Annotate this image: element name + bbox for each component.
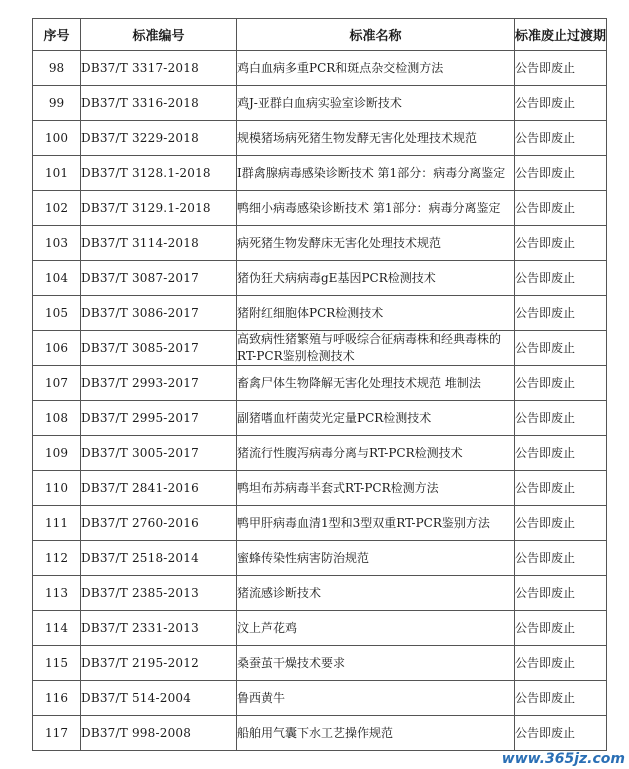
standard-name: 鸭细小病毒感染诊断技术 第1部分：病毒分离鉴定	[237, 191, 515, 226]
standard-code: DB37/T 3129.1-2018	[81, 191, 237, 226]
standard-code: DB37/T 2331-2013	[81, 611, 237, 646]
table-row	[33, 121, 607, 156]
abolish-status: 公告即废止	[515, 541, 607, 576]
standard-code: DB37/T 2195-2012	[81, 646, 237, 681]
header-code: 标准编号	[81, 19, 237, 51]
table-row	[33, 471, 607, 506]
standard-name: 鲁西黄牛	[237, 681, 515, 716]
standard-code: DB37/T 3114-2018	[81, 226, 237, 261]
row-number: 110	[33, 471, 81, 506]
table-row	[33, 366, 607, 401]
row-number: 99	[33, 86, 81, 121]
abolish-status: 公告即废止	[515, 471, 607, 506]
abolish-status: 公告即废止	[515, 401, 607, 436]
abolish-status: 公告即废止	[515, 366, 607, 401]
row-number: 115	[33, 646, 81, 681]
row-number: 109	[33, 436, 81, 471]
table-row	[33, 331, 607, 366]
standard-code: DB37/T 998-2008	[81, 716, 237, 751]
table-row	[33, 401, 607, 436]
standard-name: 病死猪生物发酵床无害化处理技术规范	[237, 226, 515, 261]
abolish-status: 公告即废止	[515, 51, 607, 86]
standard-code: DB37/T 2760-2016	[81, 506, 237, 541]
table-body	[33, 51, 607, 751]
abolish-status: 公告即废止	[515, 681, 607, 716]
table-row	[33, 156, 607, 191]
row-number: 107	[33, 366, 81, 401]
row-number: 112	[33, 541, 81, 576]
table-row	[33, 646, 607, 681]
table-row	[33, 541, 607, 576]
table-row	[33, 226, 607, 261]
abolish-status: 公告即废止	[515, 156, 607, 191]
table-row	[33, 576, 607, 611]
standard-name: 规模猪场病死猪生物发酵无害化处理技术规范	[237, 121, 515, 156]
abolish-status: 公告即废止	[515, 576, 607, 611]
abolish-status: 公告即废止	[515, 331, 607, 366]
row-number: 117	[33, 716, 81, 751]
standard-name: 鸡白血病多重PCR和斑点杂交检测方法	[237, 51, 515, 86]
standard-name: 副猪嗜血杆菌荧光定量PCR检测技术	[237, 401, 515, 436]
row-number: 116	[33, 681, 81, 716]
row-number: 105	[33, 296, 81, 331]
standard-name: 船舶用气囊下水工艺操作规范	[237, 716, 515, 751]
row-number: 98	[33, 51, 81, 86]
standard-code: DB37/T 3229-2018	[81, 121, 237, 156]
standard-name: 高致病性猪繁殖与呼吸综合征病毒株和经典毒株的RT-PCR鉴别检测技术	[237, 331, 515, 366]
abolish-status: 公告即废止	[515, 436, 607, 471]
standard-code: DB37/T 2995-2017	[81, 401, 237, 436]
standard-name: 桑蚕茧干燥技术要求	[237, 646, 515, 681]
abolish-status: 公告即废止	[515, 86, 607, 121]
standard-name: 汶上芦花鸡	[237, 611, 515, 646]
standard-code: DB37/T 3087-2017	[81, 261, 237, 296]
header-status: 标准废止过渡期	[515, 19, 607, 51]
row-number: 113	[33, 576, 81, 611]
standard-code: DB37/T 3085-2017	[81, 331, 237, 366]
header-name: 标准名称	[237, 19, 515, 51]
table-row	[33, 86, 607, 121]
site-watermark: www.365jz.com	[501, 751, 625, 767]
standard-code: DB37/T 2841-2016	[81, 471, 237, 506]
table-row	[33, 611, 607, 646]
abolish-status: 公告即废止	[515, 226, 607, 261]
table-row	[33, 681, 607, 716]
standard-name: 猪附红细胞体PCR检测技术	[237, 296, 515, 331]
row-number: 104	[33, 261, 81, 296]
standards-table	[32, 18, 607, 751]
standard-code: DB37/T 514-2004	[81, 681, 237, 716]
table-row	[33, 436, 607, 471]
abolish-status: 公告即废止	[515, 646, 607, 681]
table-row	[33, 506, 607, 541]
header-no: 序号	[33, 19, 81, 51]
table-row	[33, 261, 607, 296]
standard-code: DB37/T 2993-2017	[81, 366, 237, 401]
standard-code: DB37/T 3005-2017	[81, 436, 237, 471]
row-number: 106	[33, 331, 81, 366]
standard-name: 畜禽尸体生物降解无害化处理技术规范 堆制法	[237, 366, 515, 401]
abolish-status: 公告即废止	[515, 296, 607, 331]
table-row	[33, 716, 607, 751]
standard-name: 鸭坦布苏病毒半套式RT-PCR检测方法	[237, 471, 515, 506]
row-number: 100	[33, 121, 81, 156]
row-number: 101	[33, 156, 81, 191]
abolish-status: 公告即废止	[515, 191, 607, 226]
row-number: 114	[33, 611, 81, 646]
standard-code: DB37/T 3317-2018	[81, 51, 237, 86]
abolish-status: 公告即废止	[515, 611, 607, 646]
table-row	[33, 191, 607, 226]
abolish-status: 公告即废止	[515, 261, 607, 296]
table-row	[33, 296, 607, 331]
row-number: 102	[33, 191, 81, 226]
abolish-status: 公告即废止	[515, 506, 607, 541]
standard-name: 猪流感诊断技术	[237, 576, 515, 611]
standard-code: DB37/T 3086-2017	[81, 296, 237, 331]
standard-code: DB37/T 3128.1-2018	[81, 156, 237, 191]
row-number: 103	[33, 226, 81, 261]
standard-name: 猪伪狂犬病病毒gE基因PCR检测技术	[237, 261, 515, 296]
abolish-status: 公告即废止	[515, 716, 607, 751]
row-number: 111	[33, 506, 81, 541]
standard-code: DB37/T 2385-2013	[81, 576, 237, 611]
standard-name: 鸭甲肝病毒血清1型和3型双重RT-PCR鉴别方法	[237, 506, 515, 541]
abolish-status: 公告即废止	[515, 121, 607, 156]
standard-name: 猪流行性腹泻病毒分离与RT-PCR检测技术	[237, 436, 515, 471]
standard-name: 蜜蜂传染性病害防治规范	[237, 541, 515, 576]
table-row	[33, 51, 607, 86]
standard-code: DB37/T 2518-2014	[81, 541, 237, 576]
standard-name: 鸡J-亚群白血病实验室诊断技术	[237, 86, 515, 121]
row-number: 108	[33, 401, 81, 436]
standard-name: I群禽腺病毒感染诊断技术 第1部分：病毒分离鉴定	[237, 156, 515, 191]
standard-code: DB37/T 3316-2018	[81, 86, 237, 121]
header-row	[33, 19, 607, 51]
